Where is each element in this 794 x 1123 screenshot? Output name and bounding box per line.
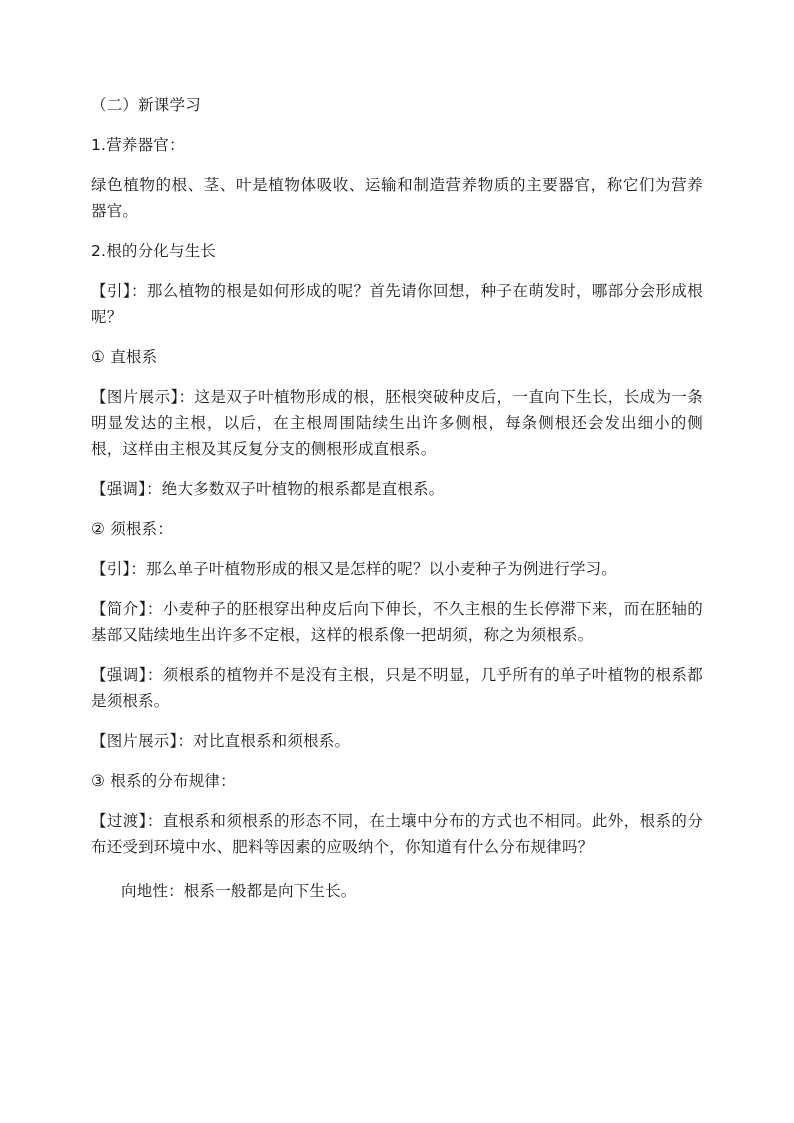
geotropism-text: 向地性：根系一般都是向下生长。 — [121, 882, 357, 900]
taproot-picture-text: ：这是双子叶植物形成的根，胚根突破种皮后，一直向下生长，长成为一条明显发达的主根，以后，在主根周围陆续生出许多侧根，每条侧根还会发出细小的侧根，这样由主根及其反复分支的侧根形成直根系。 — [91, 388, 703, 458]
fibrous-intro-text: ：那么单子叶植物形成的根又是怎样的呢？以小麦种子为例进行学习。 — [130, 560, 618, 578]
taproot-picture — [91, 384, 703, 462]
fibrous-emphasis — [91, 662, 703, 714]
distribution-heading-text: ③ 根系的分布规律： — [91, 772, 236, 790]
compare-picture-text: ：对比直根系和须根系。 — [177, 732, 351, 750]
section-heading — [91, 92, 703, 118]
section-heading-text: （二）新课学习 — [91, 96, 201, 114]
document-page — [91, 92, 703, 904]
taproot-heading-text: ① 直根系 — [91, 348, 158, 366]
item-1-heading — [91, 132, 703, 158]
distribution-heading — [91, 768, 703, 794]
transition — [91, 808, 703, 860]
geotropism — [91, 878, 703, 904]
intro-question — [91, 278, 703, 330]
intro-question-text: ：那么植物的根是如何形成的呢？首先请你回想，种子在萌发时，哪部分会形成根呢？ — [91, 282, 703, 326]
vegetative-organs-def — [91, 172, 703, 224]
fibrous-summary — [91, 596, 703, 648]
fibrous-intro — [91, 556, 703, 582]
item-2-heading-text: 2.根的分化与生长 — [91, 242, 217, 260]
taproot-picture-tag: 【图片展示】 — [91, 388, 179, 406]
taproot-emphasis-tag: 【强调】 — [91, 480, 147, 498]
intro-question-tag: 【引】 — [91, 282, 131, 300]
taproot-emphasis — [91, 476, 703, 502]
fibrous-summary-tag: 【简介】 — [91, 600, 147, 618]
fibrous-summary-text: ：小麦种子的胚根穿出种皮后向下伸长，不久主根的生长停滞下来，而在胚轴的基部又陆续地生出许多不定根，这样的根系像一把胡须，称之为须根系。 — [91, 600, 703, 644]
fibrous-intro-tag: 【引】 — [91, 560, 131, 578]
fibrous-emphasis-text: ：须根系的植物并不是没有主根，只是不明显，几乎所有的单子叶植物的根系都是须根系。 — [91, 666, 703, 710]
vegetative-organs-def-text: 绿色植物的根、茎、叶是植物体吸收、运输和制造营养物质的主要器官，称它们为营养器官。 — [91, 176, 703, 220]
taproot-emphasis-text: ：绝大多数双子叶植物的根系都是直根系。 — [146, 480, 445, 498]
fibrous-emphasis-tag: 【强调】 — [91, 666, 147, 684]
transition-tag: 【过渡】 — [91, 812, 147, 830]
item-2-heading — [91, 238, 703, 264]
taproot-heading — [91, 344, 703, 370]
transition-text: ：直根系和须根系的形态不同，在土壤中分布的方式也不相同。此外，根系的分布还受到环境中水、肥料等因素的应吸纳个，你知道有什么分布规律吗？ — [91, 812, 703, 856]
compare-picture-tag: 【图片展示】 — [91, 732, 178, 750]
fibrous-heading — [91, 516, 703, 542]
compare-picture — [91, 728, 703, 754]
fibrous-heading-text: ② 须根系： — [91, 520, 174, 538]
item-1-heading-text: 1.营养器官： — [91, 136, 185, 154]
